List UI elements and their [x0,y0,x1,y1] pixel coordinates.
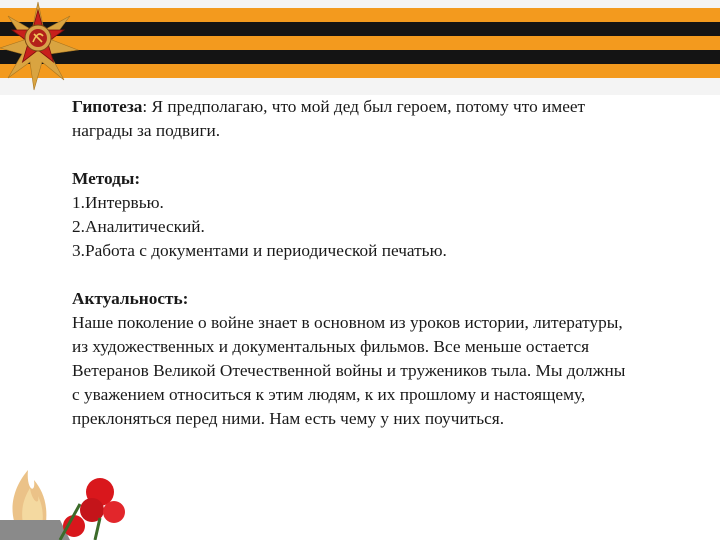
hypothesis-paragraph [72,95,632,143]
hypothesis-text: : Я предполагаю, что мой дед был героем, потому что имеет награды за подвиги. [72,97,586,140]
relevance-title: Актуальность: [72,289,189,308]
order-of-patriotic-war-icon [0,0,80,96]
hypothesis-label: Гипотеза [72,97,143,116]
slide-content [72,95,632,431]
methods-item: 2.Аналитический. [72,217,205,236]
red-carnations-icon [60,478,125,540]
methods-section [72,167,632,263]
methods-item: 1.Интервью. [72,193,164,212]
st-george-ribbon [0,0,720,95]
methods-title: Методы: [72,169,141,188]
eternal-flame-icon [0,470,70,540]
relevance-section [72,287,632,431]
methods-item: 3.Работа с документами и периодической печатью. [72,241,447,260]
relevance-text: Наше поколение о войне знает в основном из уроков истории, литературы, из художественных и документальных фильмов. Все меньше остается Ветеранов Великой Отечественной войны и тружеников тыла. Мы должны с уважением относиться к этим людям, к их прошлому и настоящему, преклоняться перед ними. Нам есть чему у них поучиться. [72,313,626,428]
